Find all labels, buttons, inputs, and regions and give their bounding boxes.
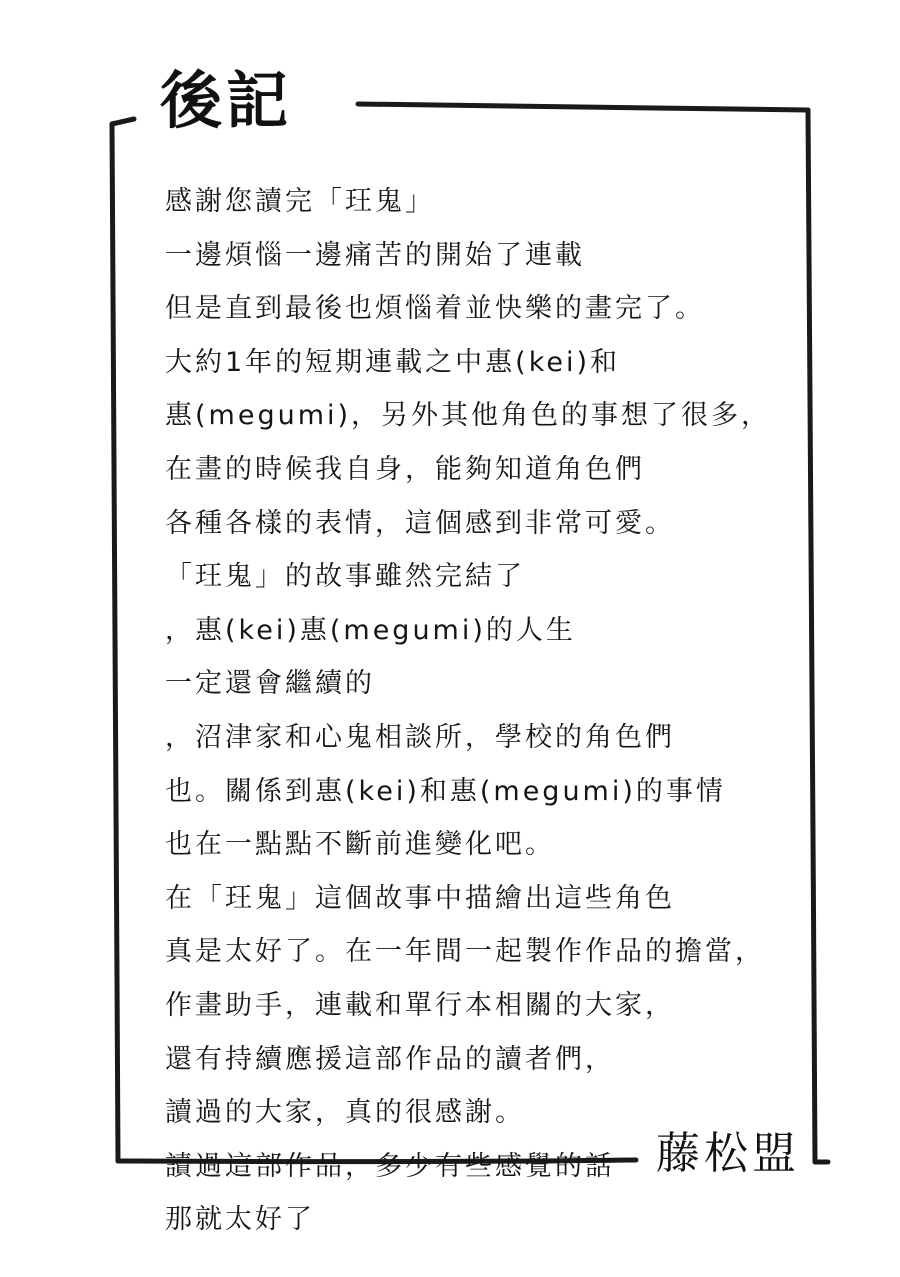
author-signature: 藤松盟 — [656, 1128, 800, 1179]
body-line: 一定還會繼續的 — [165, 668, 375, 700]
body-line: 還有持續應援這部作品的讀者們， — [165, 1043, 615, 1075]
afterword-title: 後記 — [160, 64, 293, 137]
body-line: 在畫的時候我自身，能夠知道角色們 — [165, 453, 645, 485]
body-line: 惠(megumi)，另外其他角色的事想了很多， — [165, 400, 772, 432]
body-line: ，沼津家和心鬼相談所，學校的角色們 — [165, 721, 675, 753]
body-line: 感謝您讀完「玨鬼」 — [165, 186, 435, 217]
body-line: 也在一點點不斷前進變化吧。 — [165, 829, 555, 861]
frame-top-left-stroke — [112, 119, 134, 124]
body-line: 那就太好了 — [165, 1204, 315, 1236]
frame-left-stroke — [112, 124, 118, 1161]
body-line: 作畫助手，連載和單行本相關的大家， — [165, 989, 675, 1021]
afterword-body — [165, 182, 815, 1254]
body-line: 一邊煩惱一邊痛苦的開始了連載 — [165, 239, 585, 271]
body-line: 也。關係到惠(kei)和惠(megumi)的事情 — [165, 775, 726, 807]
frame-top-stroke — [358, 104, 808, 110]
body-line: 大約1年的短期連載之中惠(kei)和 — [165, 346, 621, 378]
body-line: 在「玨鬼」這個故事中描繪出這些角色 — [165, 882, 675, 914]
body-line: 但是直到最後也煩惱着並快樂的畫完了。 — [165, 293, 705, 325]
body-line: 讀過這部作品，多少有些感覺的話 — [165, 1150, 615, 1182]
body-line: ，惠(kei)惠(megumi)的人生 — [165, 614, 576, 646]
body-line: 各種各樣的表情，這個感到非常可愛。 — [165, 507, 675, 539]
body-line: 讀過的大家，真的很感謝。 — [165, 1097, 525, 1129]
body-line: 真是太好了。在一年間一起製作作品的擔當， — [165, 936, 765, 968]
body-line: 「玨鬼」的故事雖然完結了 — [165, 561, 525, 593]
